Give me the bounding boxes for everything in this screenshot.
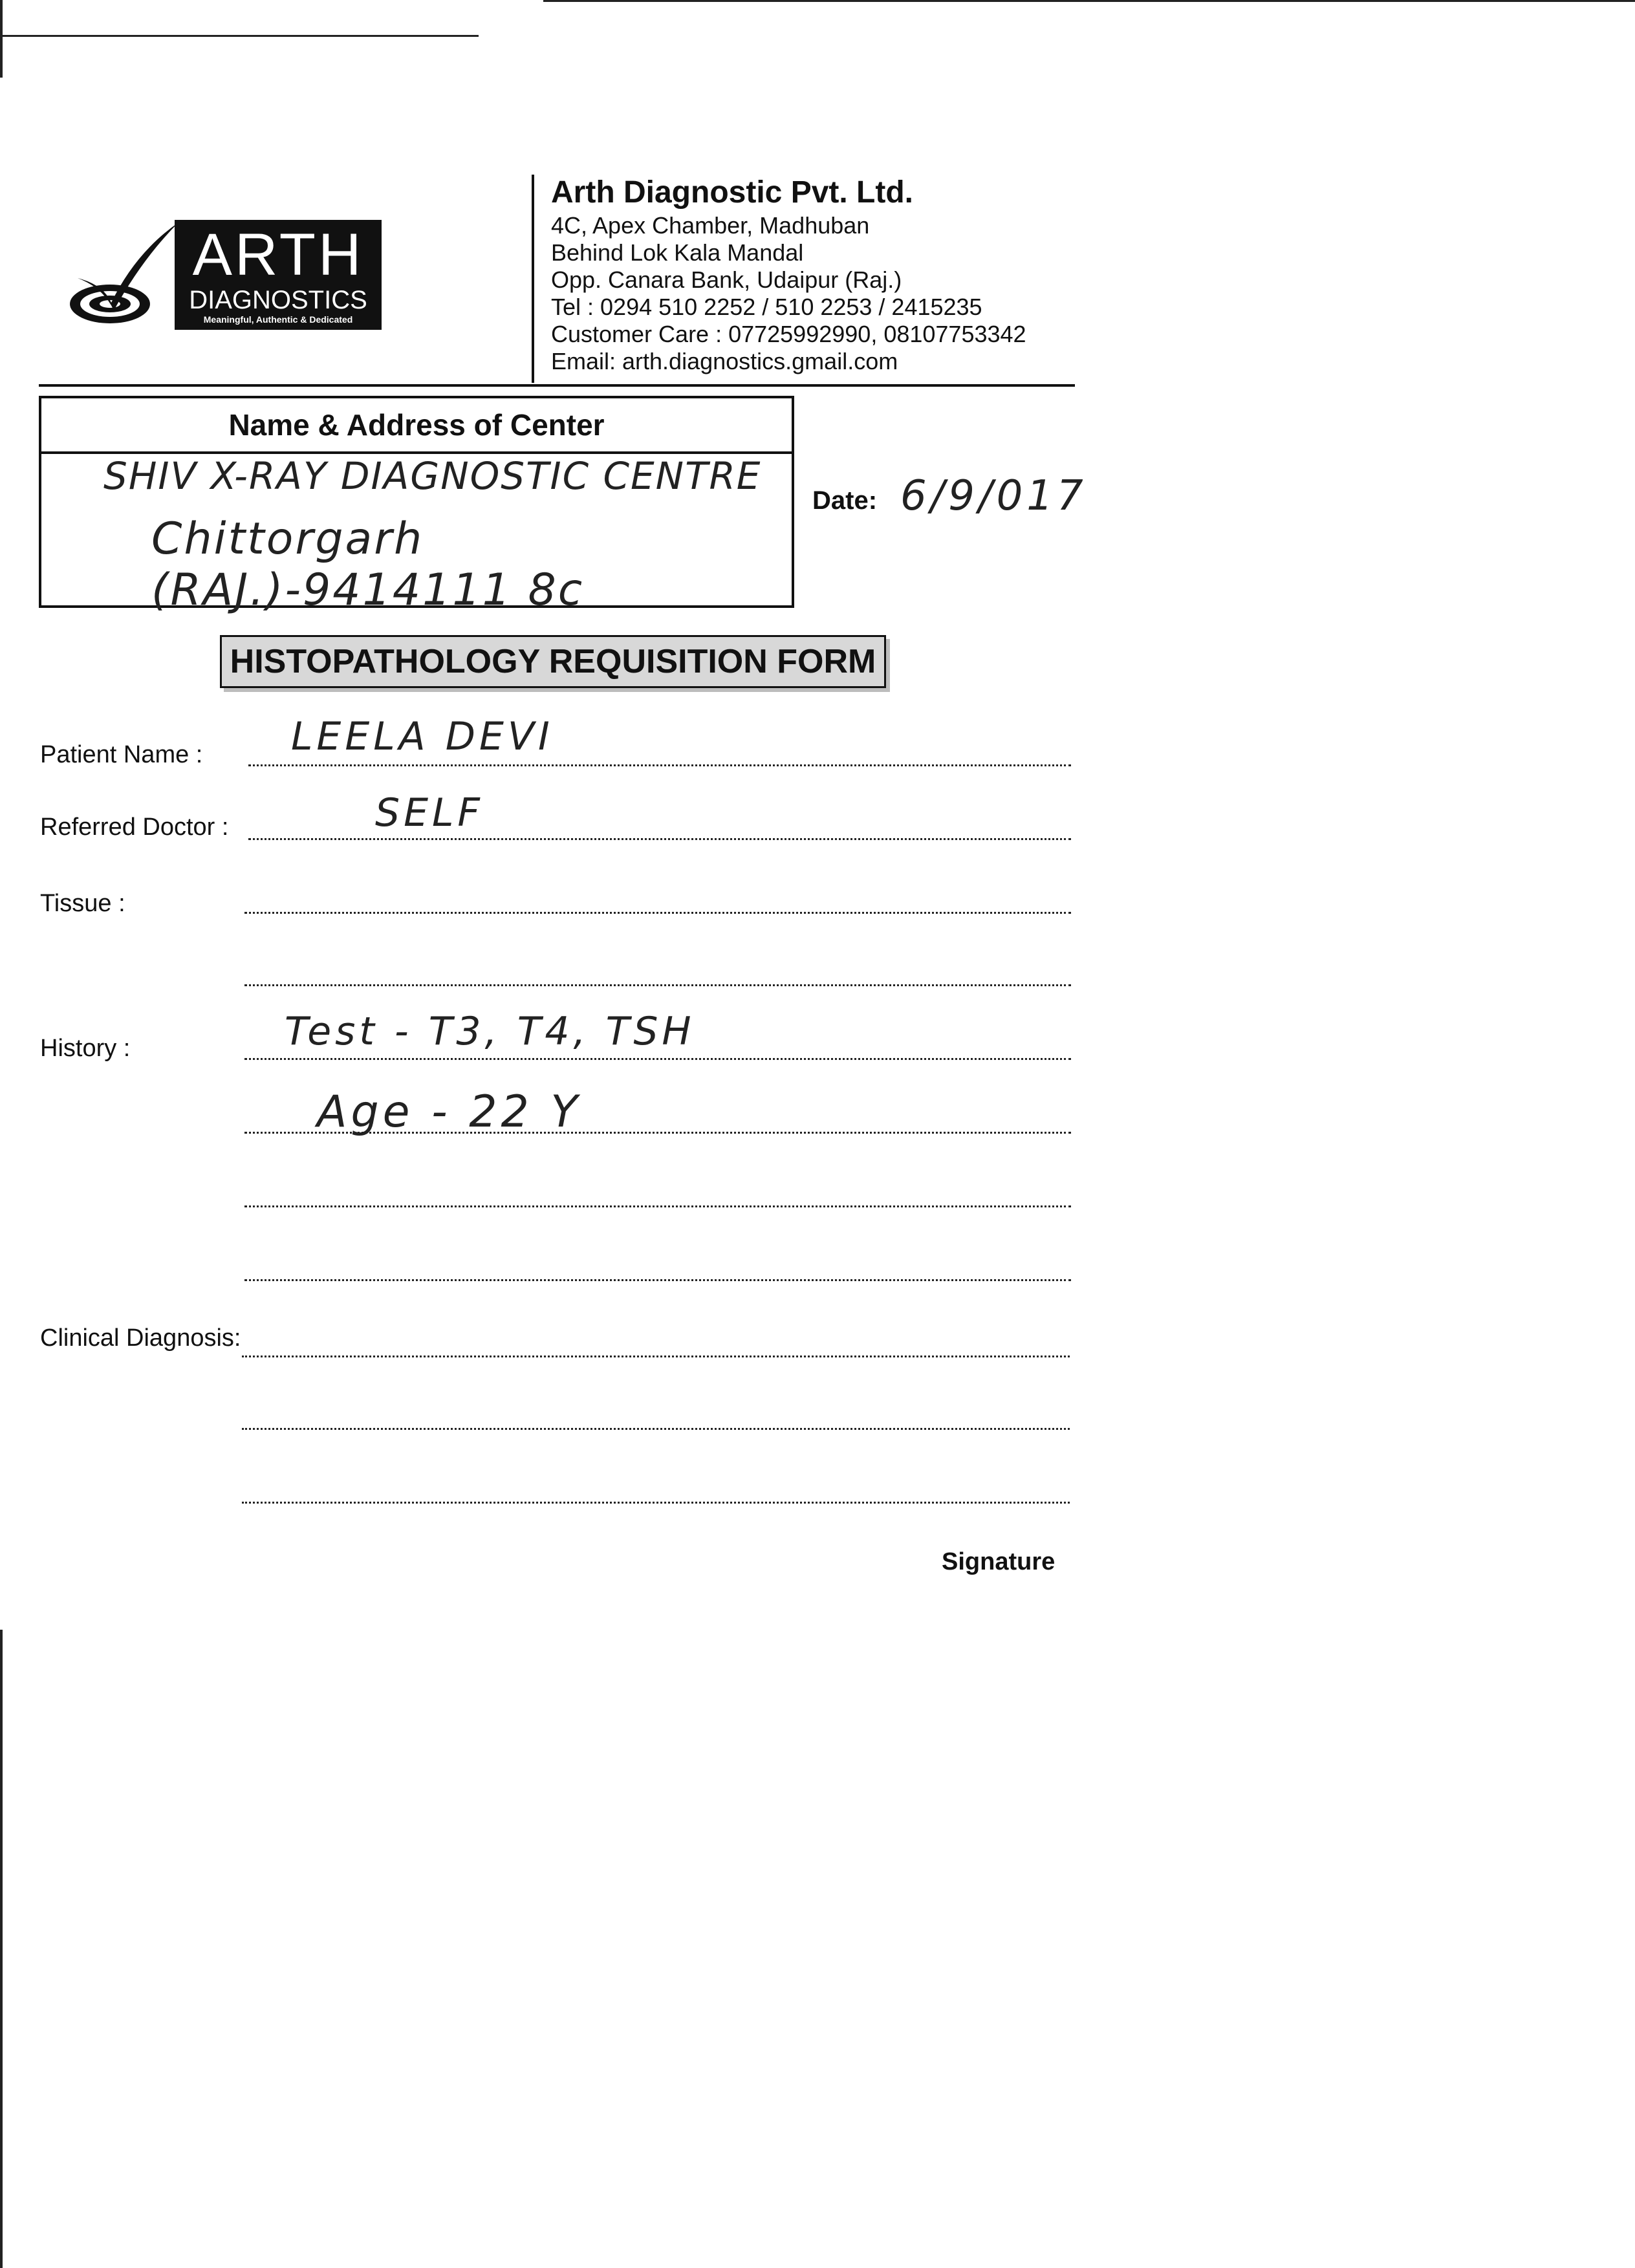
tissue-label: Tissue : — [40, 890, 125, 917]
address-line: Opp. Canara Bank, Udaipur (Raj.) — [551, 266, 902, 293]
tissue-line — [244, 912, 1071, 914]
clinical-diagnosis-line-1 — [242, 1355, 1070, 1357]
customer-care: Customer Care : 07725992990, 08107753342 — [551, 321, 1026, 347]
company-info — [551, 173, 1068, 375]
center-box-title: Name & Address of Center — [41, 398, 792, 454]
address-line: Behind Lok Kala Mandal — [551, 239, 804, 266]
logo-box — [175, 220, 382, 330]
patient-name-value: LEELA DEVI — [291, 714, 554, 759]
scan-artifact-line — [543, 0, 1635, 2]
center-address-handwritten: Chittorgarh (RAJ.)-9414111 8c — [151, 513, 585, 616]
header-vertical-divider — [532, 175, 534, 383]
logo-tagline: Meaningful, Authentic & Dedicated — [203, 314, 353, 325]
header-horizontal-divider — [39, 384, 1075, 387]
email: Email: arth.diagnostics.gmail.com — [551, 348, 898, 374]
referred-doctor-label: Referred Doctor : — [40, 814, 229, 841]
logo-word: ARTH — [192, 222, 364, 288]
logo-subtitle: DIAGNOSTICS — [189, 286, 367, 314]
address-line: 4C, Apex Chamber, Madhuban — [551, 212, 870, 239]
scan-artifact-edge — [0, 0, 3, 78]
clinical-diagnosis-label: Clinical Diagnosis: — [40, 1324, 241, 1352]
date-label: Date: — [812, 486, 878, 515]
history-line-4 — [244, 1279, 1071, 1281]
patient-name-line — [248, 764, 1071, 766]
telephone: Tel : 0294 510 2252 / 510 2253 / 2415235 — [551, 294, 982, 320]
company-name: Arth Diagnostic Pvt. Ltd. — [551, 175, 914, 210]
center-address-box — [39, 396, 794, 616]
referred-doctor-value: SELF — [375, 790, 484, 836]
clinical-diagnosis-line-3 — [242, 1502, 1070, 1504]
scan-artifact-line — [0, 35, 479, 37]
signature-label: Signature — [942, 1548, 1056, 1575]
target-checkmark-icon — [65, 213, 188, 336]
tissue-line-2 — [244, 984, 1071, 986]
history-line-1 — [244, 1058, 1071, 1060]
history-age-handwritten: Age - 22 Y — [317, 1086, 581, 1138]
referred-doctor-line — [248, 838, 1071, 840]
history-test-handwritten: Test - T3, T4, TSH — [285, 1009, 695, 1054]
patient-name-label: Patient Name : — [40, 741, 203, 768]
form-title: HISTOPATHOLOGY REQUISITION FORM — [220, 635, 886, 688]
arth-logo — [65, 213, 388, 336]
scan-artifact-edge — [0, 1630, 3, 2268]
clinical-diagnosis-line-2 — [242, 1428, 1070, 1430]
center-name-handwritten: SHIV X-RAY DIAGNOSTIC CENTRE — [103, 454, 762, 498]
history-label: History : — [40, 1035, 131, 1062]
history-line-3 — [244, 1205, 1071, 1207]
date-value-handwritten: 6/9/017 — [900, 472, 1087, 520]
